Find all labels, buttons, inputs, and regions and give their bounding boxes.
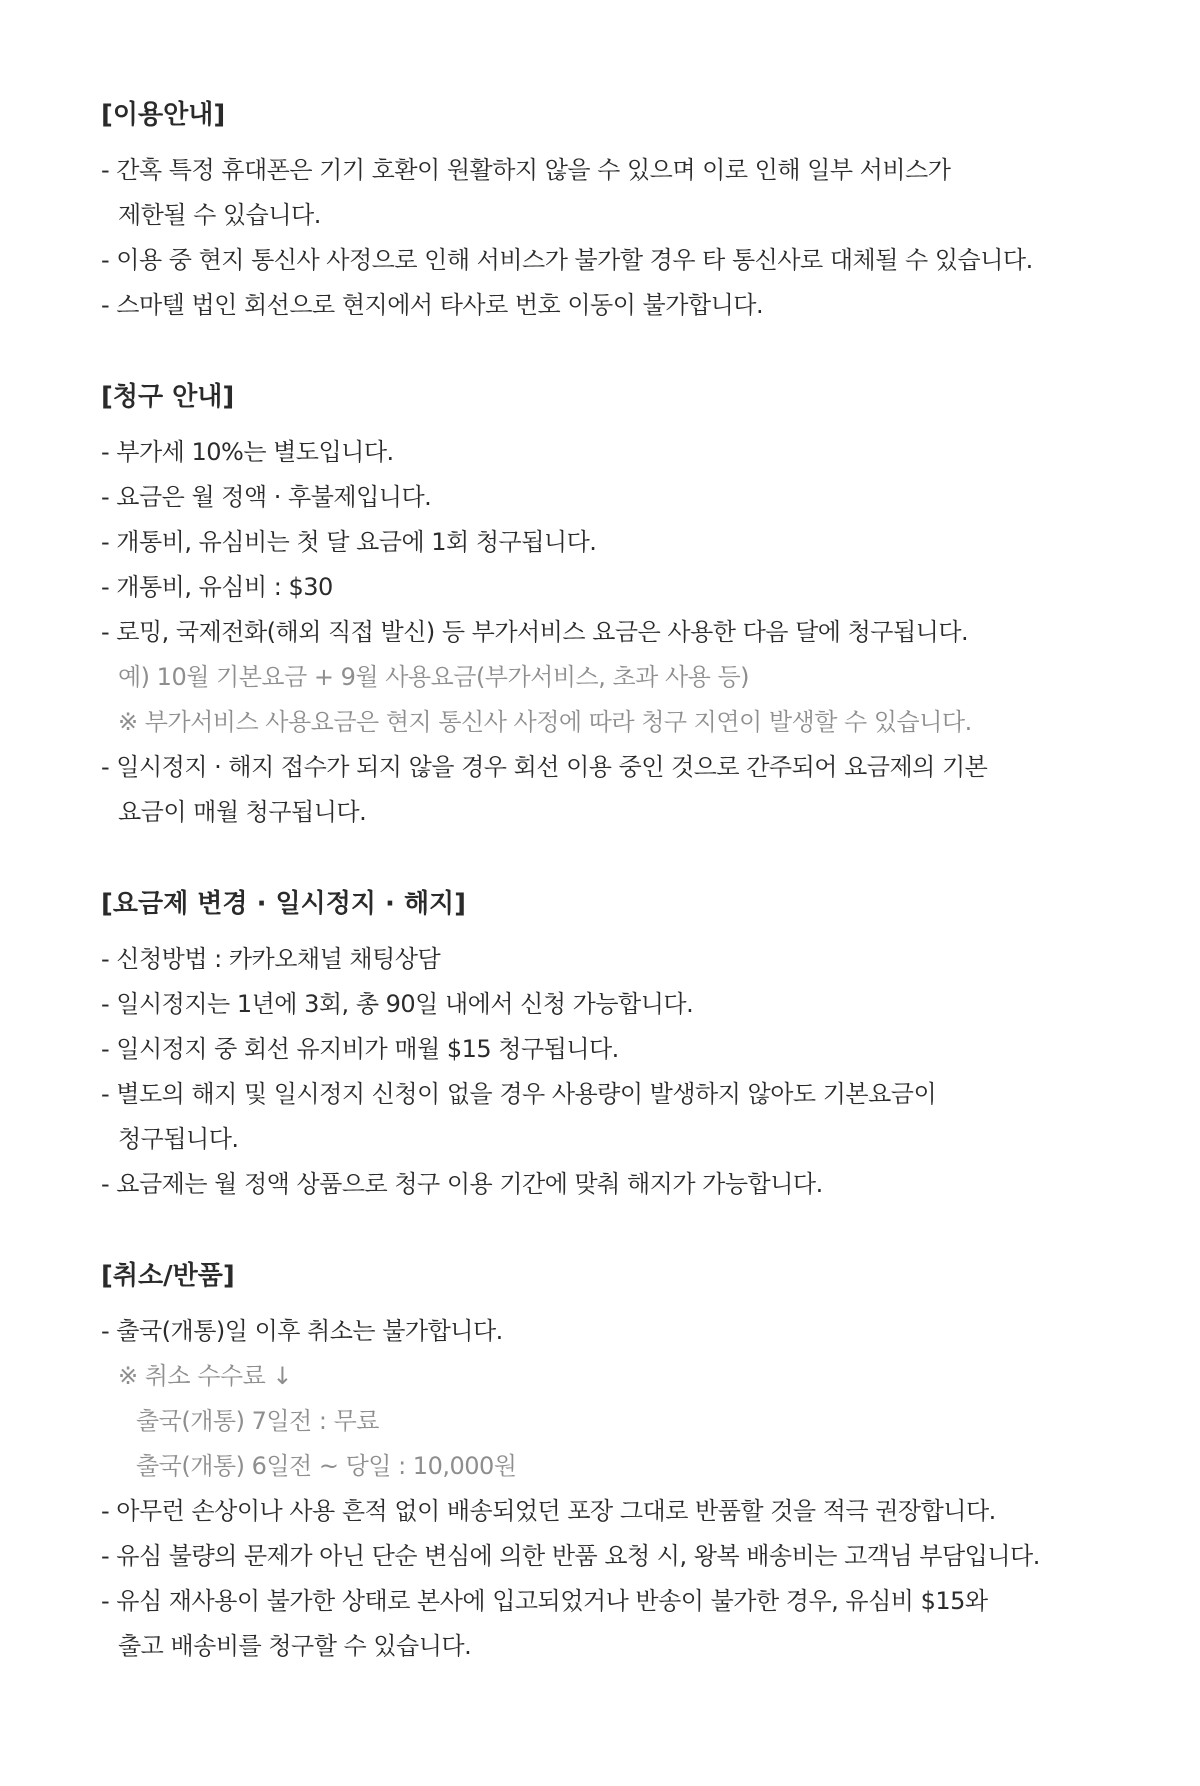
bullet-item: - 부가세 10%는 별도입니다. — [101, 438, 394, 466]
bullet-item: - 로밍, 국제전화(해외 직접 발신) 등 부가서비스 요금은 사용한 다음 달에 청구됩니다. — [101, 618, 969, 646]
sub-note: ※ 부가서비스 사용요금은 현지 통신사 사정에 따라 청구 지연이 발생할 수 있습니다. — [118, 708, 972, 736]
section-usage-info — [101, 96, 1200, 328]
bullet-continuation: 청구됩니다. — [118, 1125, 239, 1153]
section-plan-change-info — [101, 885, 1200, 1207]
bullet-item: - 일시정지 · 해지 접수가 되지 않을 경우 회선 이용 중인 것으로 간주되어 요금제의 기본 — [101, 753, 988, 781]
bullet-item: - 신청방법 : 카카오채널 채팅상담 — [101, 945, 441, 973]
bullet-item: - 아무런 손상이나 사용 흔적 없이 배송되었던 포장 그대로 반품할 것을 적극 권장합니다. — [101, 1497, 996, 1525]
bullet-continuation: 출고 배송비를 청구할 수 있습니다. — [118, 1632, 472, 1660]
bullet-item: - 개통비, 유심비 : $30 — [101, 573, 333, 601]
bullet-continuation: 제한될 수 있습니다. — [118, 201, 321, 229]
section-cancel-return-info — [101, 1257, 1200, 1669]
bullet-item: - 요금제는 월 정액 상품으로 청구 이용 기간에 맞춰 해지가 가능합니다. — [101, 1170, 823, 1198]
sub-note: 예) 10월 기본요금 + 9월 사용요금(부가서비스, 초과 사용 등) — [118, 663, 750, 691]
bullet-item: - 스마텔 법인 회선으로 현지에서 타사로 번호 이동이 불가합니다. — [101, 291, 764, 319]
section-heading: [청구 안내] — [101, 382, 235, 412]
sub-note: 출국(개통) 7일전 : 무료 — [136, 1407, 379, 1435]
sub-note: 출국(개통) 6일전 ~ 당일 : 10,000원 — [136, 1452, 517, 1480]
section-heading: [이용안내] — [101, 100, 226, 130]
bullet-item: - 일시정지 중 회선 유지비가 매월 $15 청구됩니다. — [101, 1035, 619, 1063]
bullet-item: - 일시정지는 1년에 3회, 총 90일 내에서 신청 가능합니다. — [101, 990, 694, 1018]
sub-note: ※ 취소 수수료 ↓ — [118, 1362, 293, 1390]
bullet-item: - 요금은 월 정액 · 후불제입니다. — [101, 483, 432, 511]
section-billing-info — [101, 378, 1200, 835]
bullet-item: - 개통비, 유심비는 첫 달 요금에 1회 청구됩니다. — [101, 528, 597, 556]
bullet-item: - 출국(개통)일 이후 취소는 불가합니다. — [101, 1317, 503, 1345]
section-heading: [요금제 변경 · 일시정지 · 해지] — [101, 889, 467, 919]
bullet-item: - 이용 중 현지 통신사 사정으로 인해 서비스가 불가할 경우 타 통신사로 대체될 수 있습니다. — [101, 246, 1033, 274]
bullet-item: - 유심 불량의 문제가 아닌 단순 변심에 의한 반품 요청 시, 왕복 배송비는 고객님 부담입니다. — [101, 1542, 1040, 1570]
bullet-item: - 유심 재사용이 불가한 상태로 본사에 입고되었거나 반송이 불가한 경우, 유심비 $15와 — [101, 1587, 988, 1615]
bullet-item: - 간혹 특정 휴대폰은 기기 호환이 원활하지 않을 수 있으며 이로 인해 일부 서비스가 — [101, 156, 951, 184]
notice-sections — [101, 96, 1200, 1669]
section-heading: [취소/반품] — [101, 1261, 235, 1291]
bullet-item: - 별도의 해지 및 일시정지 신청이 없을 경우 사용량이 발생하지 않아도 기본요금이 — [101, 1080, 937, 1108]
bullet-continuation: 요금이 매월 청구됩니다. — [118, 798, 367, 826]
